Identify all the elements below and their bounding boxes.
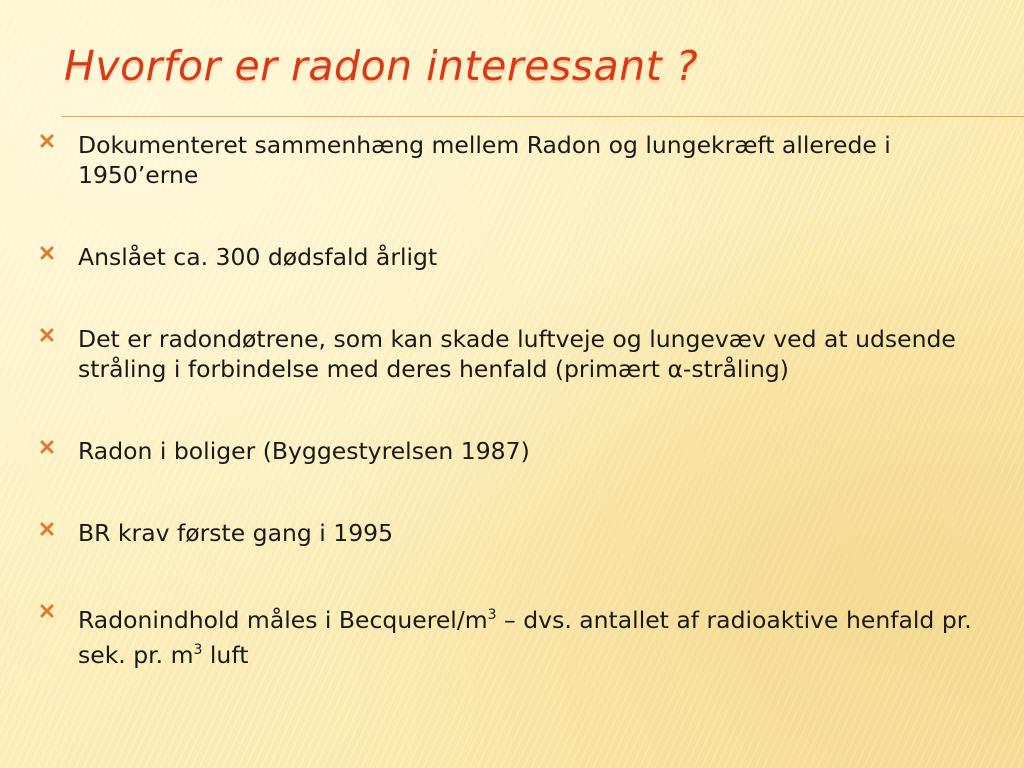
bullet-text: BR krav første gang i 1995 <box>78 519 394 547</box>
bullet-text: Anslået ca. 300 dødsfald årligt <box>78 243 438 271</box>
x-mark-icon <box>40 604 54 618</box>
x-mark-icon <box>40 134 54 148</box>
bullet-item <box>40 436 990 466</box>
bullet-text-part: luft <box>202 641 249 669</box>
slide-title: Hvorfor er radon interessant ? <box>64 42 699 90</box>
superscript: 3 <box>193 642 203 658</box>
title-divider <box>62 116 1024 117</box>
bullet-text-part: – dvs. antallet af radioaktive henfald pr. sek. pr. m <box>78 606 972 669</box>
bullet-item <box>40 130 990 190</box>
bullet-item <box>40 518 990 548</box>
x-mark-icon <box>40 328 54 342</box>
bullet-text: Det er radondøtrene, som kan skade luftveje og lungevæv ved at udsende stråling i forbindelse med deres henfald (primært α-stråling) <box>78 325 956 383</box>
bullet-text: Radon i boliger (Byggestyrelsen 1987) <box>78 437 530 465</box>
bullet-text: Dokumenteret sammenhæng mellem Radon og lungekræft allerede i 1950’erne <box>78 131 891 189</box>
x-mark-icon <box>40 440 54 454</box>
x-mark-icon <box>40 246 54 260</box>
superscript: 3 <box>487 607 497 623</box>
bullet-text <box>78 606 972 669</box>
bullet-item <box>40 242 990 272</box>
bullet-list <box>40 130 990 722</box>
x-mark-icon <box>40 522 54 536</box>
bullet-text-part: Radonindhold måles i Becquerel/m <box>78 606 488 634</box>
bullet-item <box>40 600 990 670</box>
bullet-item <box>40 324 990 384</box>
